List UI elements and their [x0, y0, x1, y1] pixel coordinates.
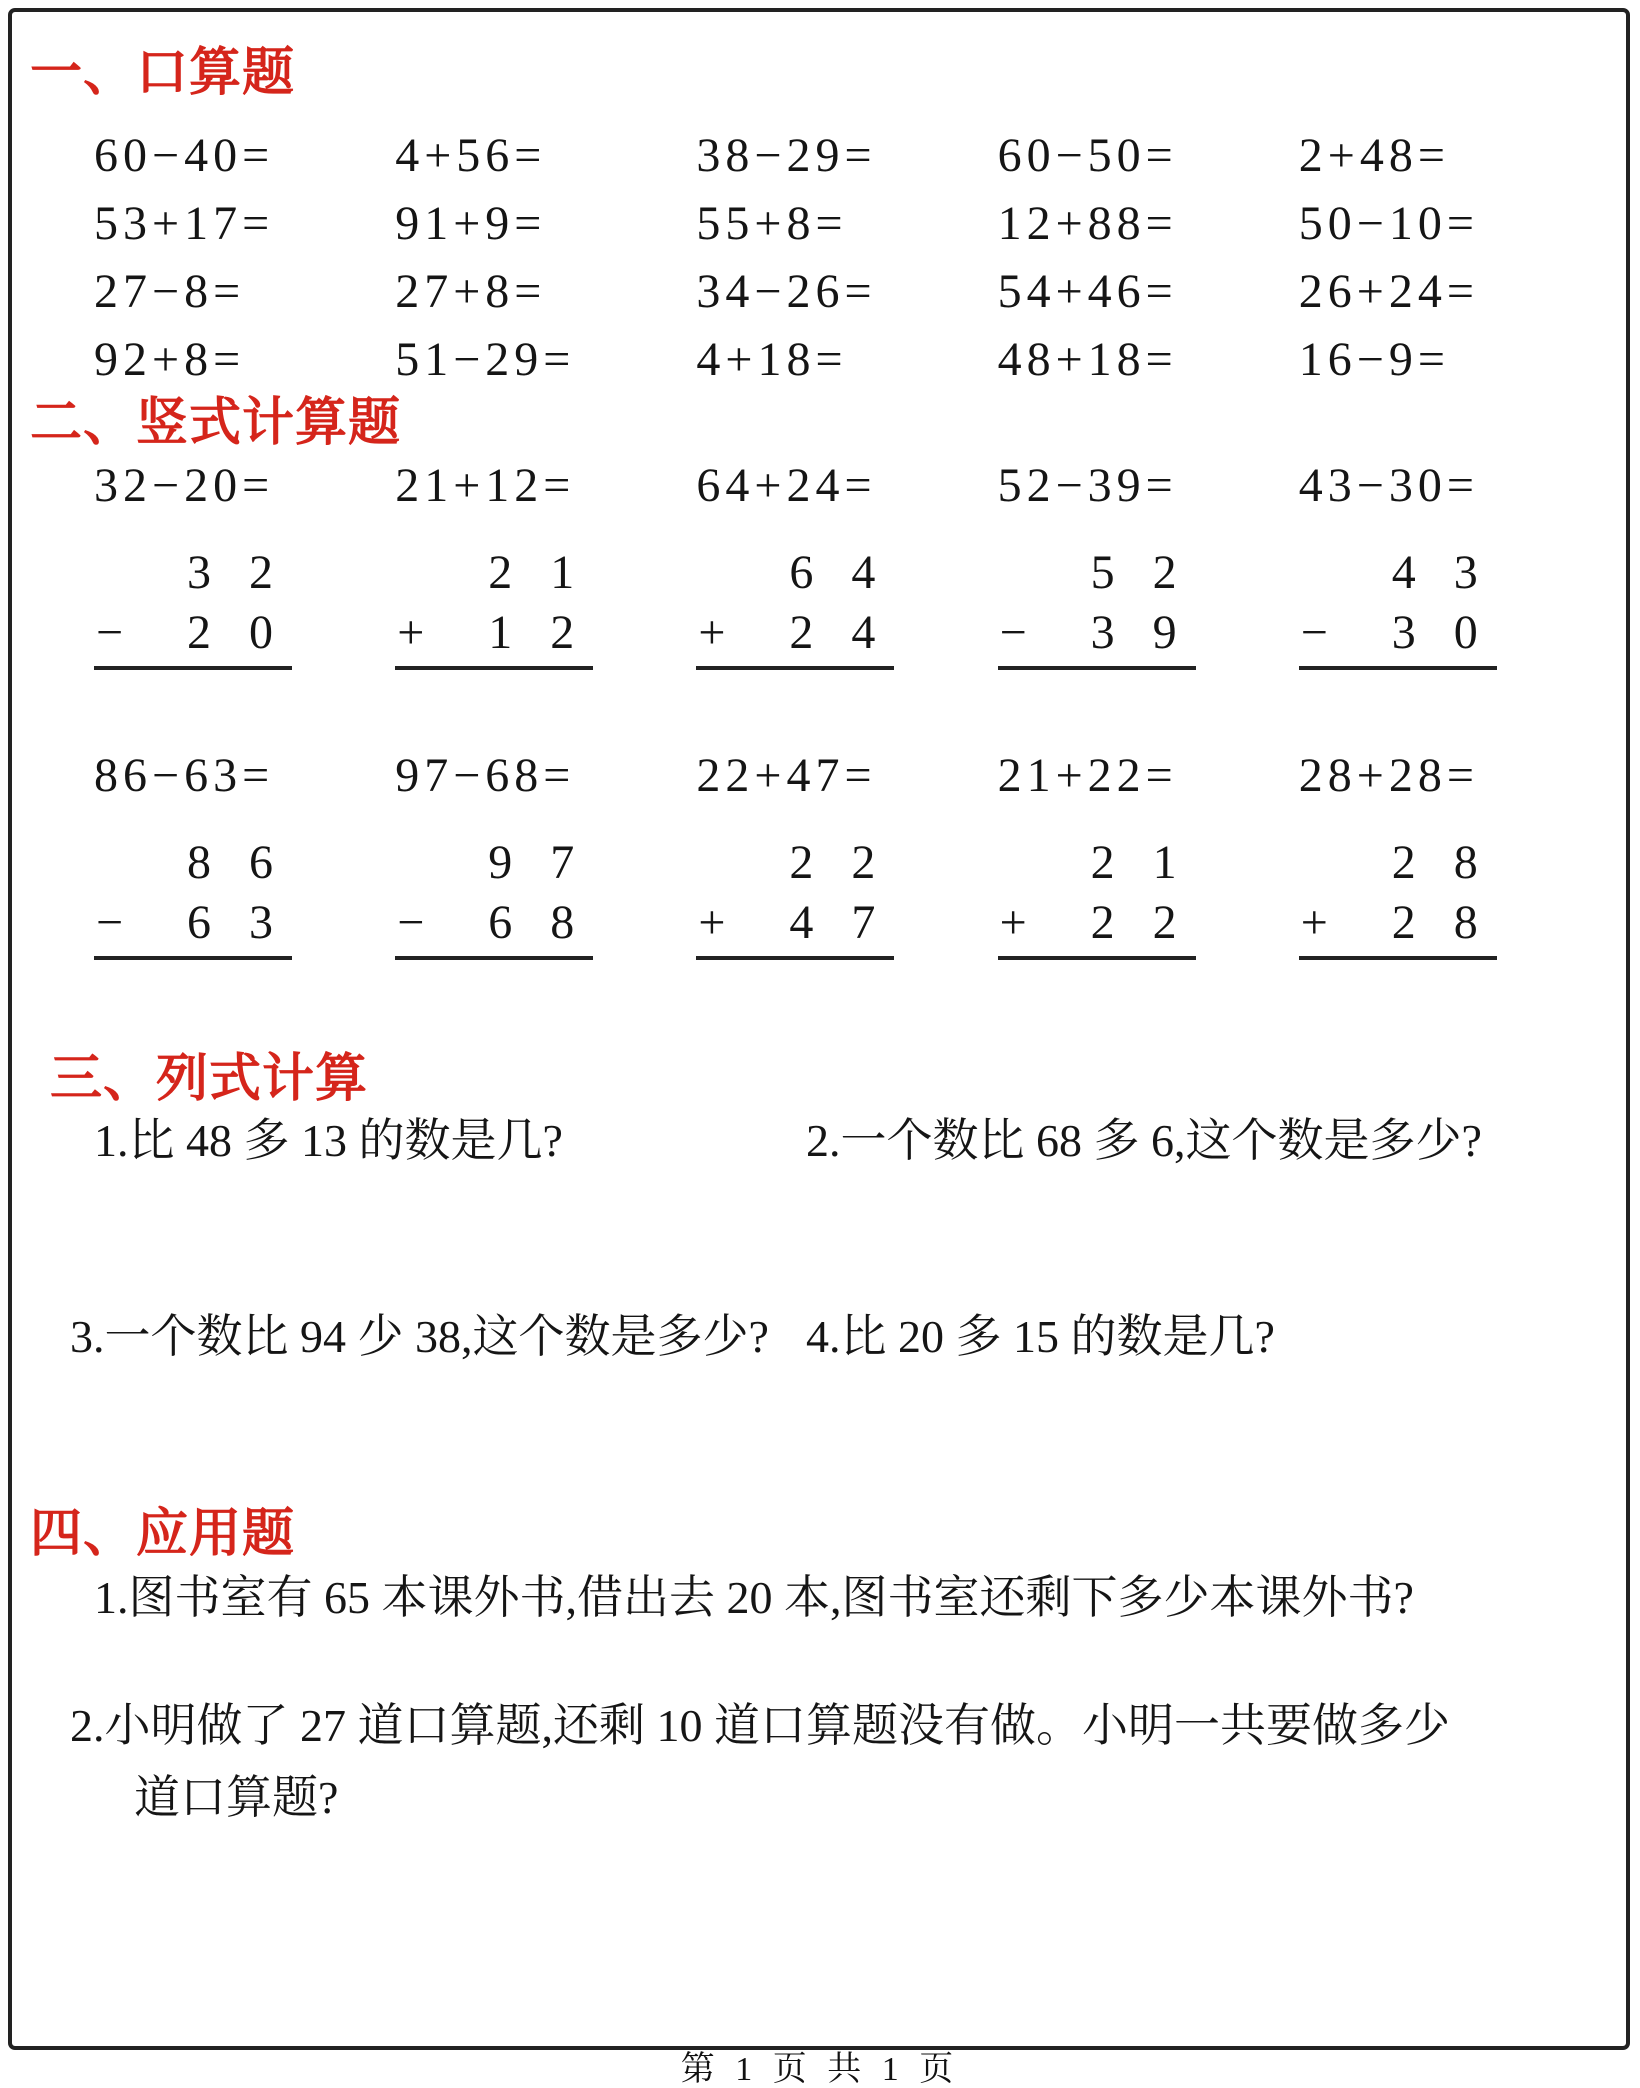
- operator: +: [698, 895, 726, 949]
- digit: 0: [1453, 605, 1478, 659]
- operator: −: [96, 895, 124, 949]
- section-title-expression: 三、列式计算: [50, 1050, 369, 1108]
- operator-empty: [94, 548, 168, 598]
- oral-problem: 55+8=: [696, 196, 848, 250]
- digit: 2: [1391, 835, 1416, 889]
- column-calculation: [395, 835, 593, 960]
- digit: 2: [789, 605, 814, 659]
- oral-problem: 26+24=: [1298, 264, 1479, 318]
- vertical-calc-block: [998, 460, 1299, 670]
- digit: 4: [851, 545, 876, 599]
- column-calculation: [94, 545, 292, 670]
- vertical-calc-block: [94, 460, 395, 670]
- oral-problem: 2+48=: [1298, 128, 1450, 182]
- digit: 7: [851, 895, 876, 949]
- operator-empty: [1299, 838, 1373, 888]
- operator-empty: [395, 548, 469, 598]
- digit: 7: [550, 835, 575, 889]
- operator: −: [1300, 605, 1328, 659]
- column-calculation: [998, 835, 1196, 960]
- digit: 8: [550, 895, 575, 949]
- oral-problems-grid: [58, 122, 1600, 394]
- question-text: 4.比 20 多 15 的数是几?: [806, 1311, 1275, 1363]
- digit: 2: [789, 835, 814, 889]
- digit: 1: [488, 605, 513, 659]
- vertical-calc-block: [395, 750, 696, 960]
- vertical-calc-block: [696, 460, 997, 670]
- digit: 3: [1453, 545, 1478, 599]
- operator-empty: [696, 838, 770, 888]
- operator-empty: [94, 838, 168, 888]
- equation: 86−63=: [94, 748, 275, 802]
- digit: 2: [1152, 895, 1177, 949]
- equation: 97−68=: [395, 748, 576, 802]
- section-title-word-problems: 四、应用题: [30, 1506, 296, 1564]
- vertical-calc-block: [1299, 460, 1600, 670]
- oral-problem: 60−50=: [997, 128, 1178, 182]
- vertical-calc-block: [395, 460, 696, 670]
- operator: +: [1300, 895, 1328, 949]
- digit: 2: [1152, 545, 1177, 599]
- operator: +: [999, 895, 1027, 949]
- digit: 5: [1090, 545, 1115, 599]
- digit: 4: [851, 605, 876, 659]
- digit: 8: [1453, 895, 1478, 949]
- operator-empty: [998, 548, 1072, 598]
- operator: −: [96, 605, 124, 659]
- vertical-calc-row-1: [58, 460, 1600, 670]
- section-title-vertical: 二、竖式计算题: [30, 394, 402, 452]
- oral-problem: 12+88=: [997, 196, 1178, 250]
- oral-problem: 38−29=: [696, 128, 877, 182]
- oral-problem: 34−26=: [696, 264, 877, 318]
- column-calculation: [1299, 545, 1497, 670]
- digit: 8: [187, 835, 211, 889]
- oral-problem: 91+9=: [395, 196, 547, 250]
- equation: 28+28=: [1298, 748, 1479, 802]
- oral-problem: 53+17=: [94, 196, 275, 250]
- digit: 3: [1090, 605, 1115, 659]
- column-calculation: [94, 835, 292, 960]
- digit: 8: [1453, 835, 1478, 889]
- equation: 32−20=: [94, 458, 275, 512]
- oral-problem: 48+18=: [997, 332, 1178, 386]
- digit: 4: [789, 895, 814, 949]
- section-title-oral: 一、口算题: [30, 45, 296, 102]
- operator: −: [999, 605, 1027, 659]
- digit: 2: [1391, 895, 1416, 949]
- digit: 0: [249, 605, 273, 659]
- digit: 1: [1152, 835, 1177, 889]
- digit: 9: [488, 835, 513, 889]
- digit: 6: [488, 895, 513, 949]
- equation: 22+47=: [696, 748, 877, 802]
- operator: −: [397, 895, 425, 949]
- digit: 3: [249, 895, 273, 949]
- oral-problem: 27−8=: [94, 264, 246, 318]
- worksheet-content: [30, 30, 1600, 1827]
- operator-empty: [696, 548, 770, 598]
- digit: 2: [550, 605, 575, 659]
- digit: 1: [550, 545, 575, 599]
- digit: 6: [249, 835, 273, 889]
- digit: 6: [789, 545, 814, 599]
- digit: 3: [187, 545, 211, 599]
- equation: 64+24=: [696, 458, 877, 512]
- digit: 3: [1391, 605, 1416, 659]
- question-text: 3.一个数比 94 少 38,这个数是多少?: [70, 1311, 769, 1363]
- operator: +: [698, 605, 726, 659]
- vertical-calc-row-2: [58, 750, 1600, 960]
- oral-problem: 92+8=: [94, 332, 246, 386]
- digit: 2: [249, 545, 273, 599]
- question-text: 2.一个数比 68 多 6,这个数是多少?: [806, 1115, 1482, 1167]
- oral-problem: 4+56=: [395, 128, 547, 182]
- question-text: 1.图书室有 65 本课外书,借出去 20 本,图书室还剩下多少本课外书?: [94, 1572, 1414, 1624]
- digit: 2: [488, 545, 513, 599]
- oral-problem: 60−40=: [94, 128, 275, 182]
- expression-questions-row-1: [58, 1113, 1600, 1169]
- operator-empty: [998, 838, 1072, 888]
- digit: 2: [1090, 835, 1115, 889]
- column-calculation: [998, 545, 1196, 670]
- column-calculation: [696, 835, 894, 960]
- oral-problem: 27+8=: [395, 264, 547, 318]
- vertical-calc-block: [696, 750, 997, 960]
- oral-problem: 54+46=: [997, 264, 1178, 318]
- digit: 2: [1090, 895, 1115, 949]
- vertical-calc-block: [1299, 750, 1600, 960]
- operator: +: [397, 605, 425, 659]
- digit: 6: [187, 895, 211, 949]
- vertical-calc-block: [998, 750, 1299, 960]
- digit: 4: [1391, 545, 1416, 599]
- column-calculation: [395, 545, 593, 670]
- digit: 2: [187, 605, 211, 659]
- equation: 43−30=: [1298, 458, 1479, 512]
- oral-problem: 16−9=: [1298, 332, 1450, 386]
- question-text: 道口算题?: [134, 1772, 339, 1824]
- operator-empty: [1299, 548, 1373, 598]
- column-calculation: [1299, 835, 1497, 960]
- digit: 9: [1152, 605, 1177, 659]
- question-text: 1.比 48 多 13 的数是几?: [94, 1115, 563, 1167]
- equation: 21+22=: [997, 748, 1178, 802]
- equation: 52−39=: [997, 458, 1178, 512]
- digit: 2: [851, 835, 876, 889]
- vertical-calc-block: [94, 750, 395, 960]
- footer-page-number: 第 1 页 共 1 页: [680, 2051, 960, 2088]
- question-text: 2.小明做了 27 道口算题,还剩 10 道口算题没有做。小明一共要做多少: [70, 1700, 1450, 1752]
- operator-empty: [395, 838, 469, 888]
- column-calculation: [696, 545, 894, 670]
- oral-problem: 4+18=: [696, 332, 848, 386]
- oral-problem: 50−10=: [1298, 196, 1479, 250]
- oral-problem: 51−29=: [395, 332, 576, 386]
- expression-questions-row-2: [58, 1309, 1600, 1365]
- equation: 21+12=: [395, 458, 576, 512]
